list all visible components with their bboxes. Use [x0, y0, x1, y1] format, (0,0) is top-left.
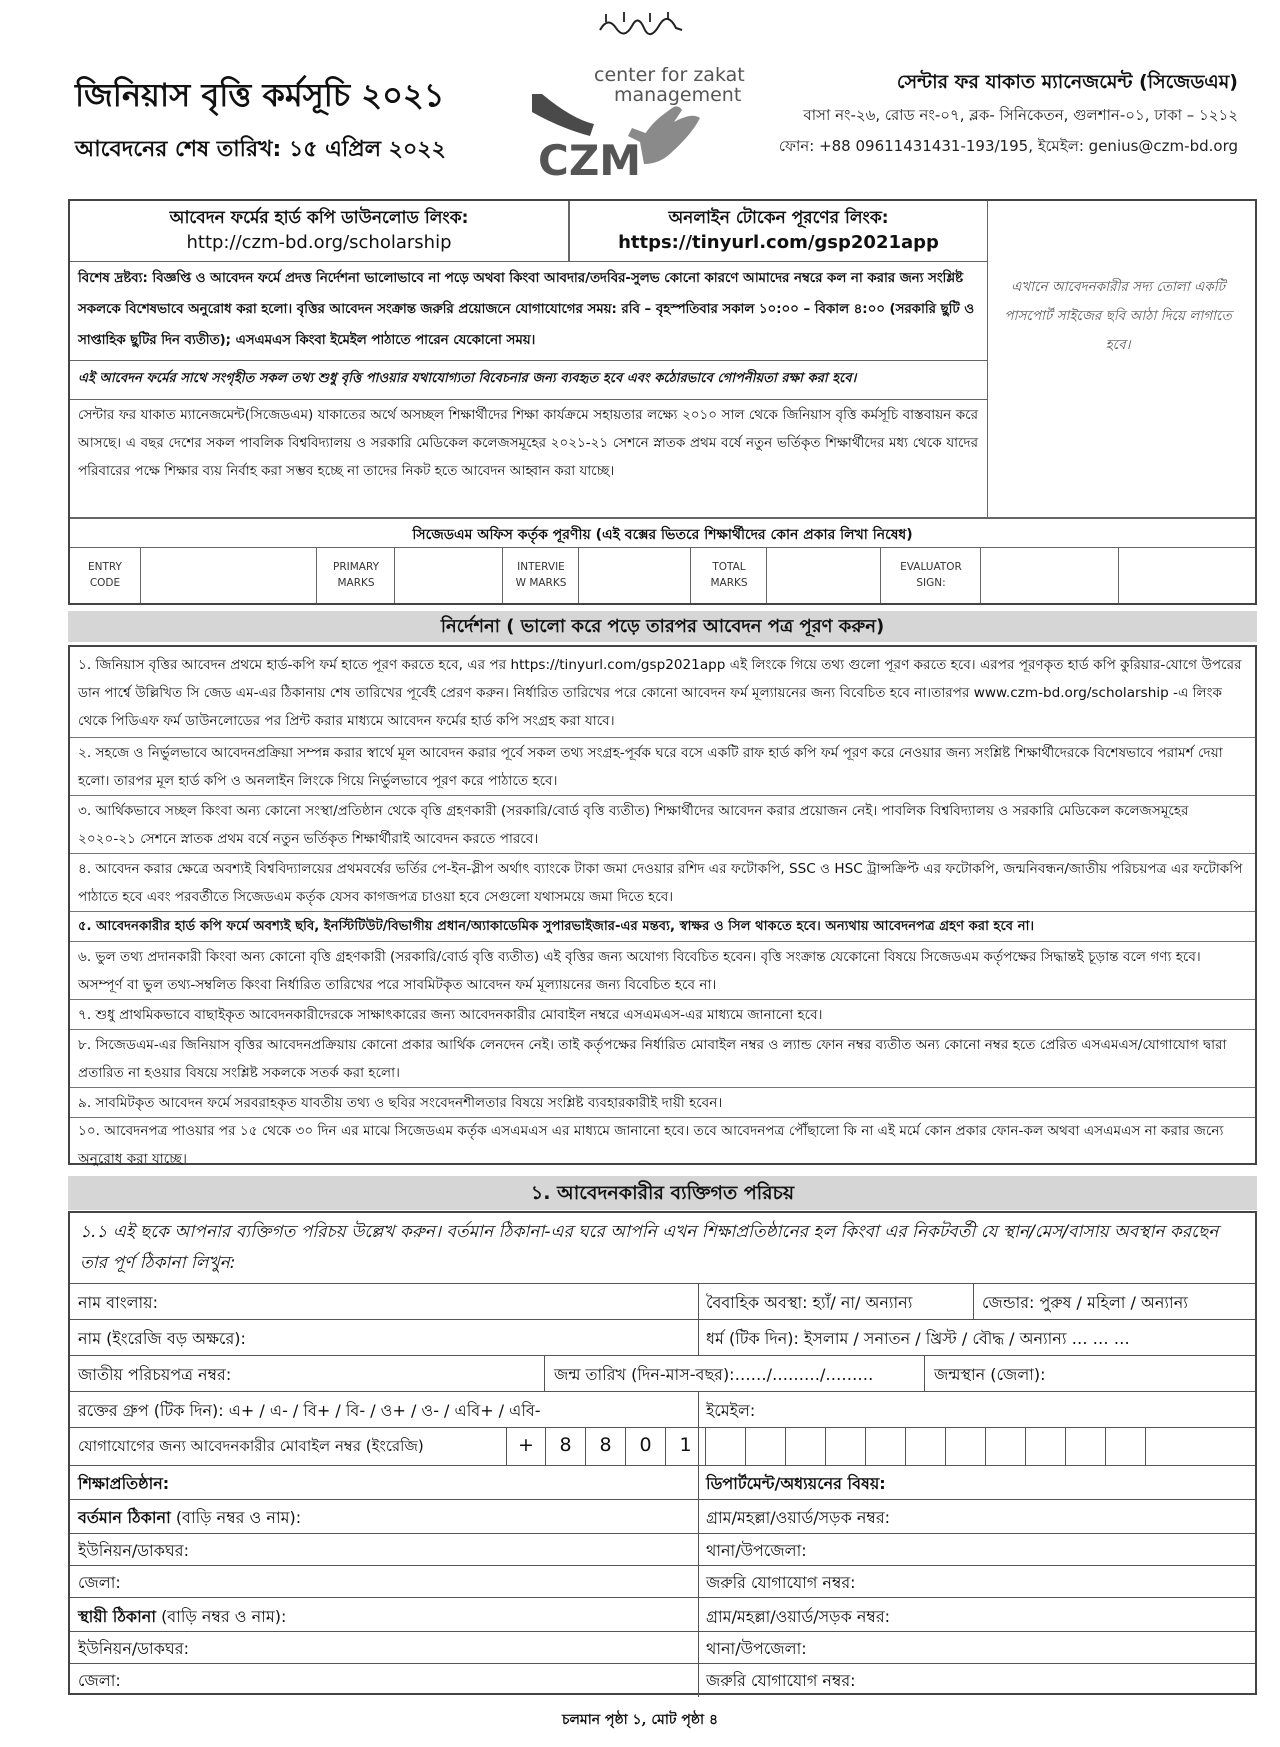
instruction-item: ৮. সিজেডএম-এর জিনিয়াস বৃত্তির আবেদনপ্রক্রিয়ায় কোনো প্রকার আর্থিক লেনদেন নেই। তাই কর্তৃপক্ষের নির্ধারিত মোবাইল নম্বর ও ল্যান্ড ফোন নম্বর ব্যতীত অন্য কোনো নম্বর হতে প্রেরিত এসএমএস/যোগাযোগ দ্বারা প্রতারিত না হওয়ার বিষয়ে সংশ্লিষ্ট সকলকে সতর্ক করা হলো।	[78, 1037, 1227, 1081]
czm-logo	[532, 64, 745, 190]
hardcopy-link-label: আবেদন ফর্মের হার্ড কপি ডাউনলোড লিংক:	[169, 208, 469, 228]
deadline-text: আবেদনের শেষ তারিখ: ১৫ এপ্রিল ২০২২	[75, 137, 446, 162]
nid-label: জাতীয় পরিচয়পত্র নম্বর:	[78, 1365, 232, 1384]
org-name: সেন্টার ফর যাকাত ম্যানেজমেন্ট (সিজেডএম)	[896, 71, 1238, 93]
mobile-digit-empty[interactable]	[786, 1428, 826, 1465]
emergency-contact-label: জরুরি যোগাযোগ নম্বর:	[706, 1573, 856, 1592]
instruction-item: ২. সহজে ও নির্ভুলভাবে আবেদনপ্রক্রিয়া সম্পন্ন করার স্বার্থে মূল আবেদন করার পূর্বে সকল তথ্য সংগ্রহ-পূর্বক ঘরে বসে একটি রাফ হার্ড কপি ফর্ম পূরণ করে নেওয়ার জন্য সংশ্লিষ্ট শিক্ষার্থীদেরকে বিশেষভাবে পরামর্শ দেয়া হলো। তারপর মূল হার্ড কপি ও অনলাইন লিংকে গিয়ে নির্ভুলভাবে পূরণ করে পাঠাতে হবে।	[78, 745, 1223, 789]
hardcopy-link[interactable]: http://czm-bd.org/scholarship	[186, 232, 452, 253]
photo-placeholder: এখানে আবেদনকারীর সদ্য তোলা একটি পাসপোর্ট সাইজের ছবি আঠা দিয়ে লাগাতে হবে।	[1004, 279, 1232, 353]
online-link-label: অনলাইন টোকেন পূরণের লিংক:	[668, 208, 889, 228]
mobile-digit[interactable]: +	[506, 1428, 546, 1465]
mobile-digit-empty[interactable]	[746, 1428, 786, 1465]
org-contact: ফোন: +88 09611431431-193/195, ইমেইল: genius@czm-bd.org	[778, 137, 1238, 155]
instruction-item: ৪. আবেদন করার ক্ষেত্রে অবশ্যই বিশ্ববিদ্যালয়ের প্রথমবর্ষের ভর্তির পে-ইন-স্লীপ অর্থাৎ ব্যাংকে টাকা জমা দেওয়ার রশিদ এর ফটোকপি, SSC ও HSC ট্রান্সক্রিপ্ট এর ফটোকপি, জন্মনিবন্ধন/জাতীয় পরিচয়পত্র এর ফটোকপি পাঠাতে হবে এবং পরবর্তীতে সিজেডএম কর্তৃক যেসব কাগজপত্র চাওয়া হবে সেগুলো যথাসময়ে জমা দিতে হবে।	[78, 861, 1243, 905]
blood-group-label: রক্তের গ্রুপ (টিক দিন): এ+ / এ- / বি+ / বি- / ও+ / ও- / এবি+ / এবি-	[78, 1401, 541, 1420]
instructions-title: নির্দেশনা ( ভালো করে পড়ে তারপর আবেদন পত্র পূরণ করুন)	[68, 611, 1257, 642]
mobile-digit[interactable]: 0	[626, 1428, 666, 1465]
logo-abbr: CZM	[538, 136, 642, 185]
page-footer: চলমান পৃষ্ঠা ১, মোট পৃষ্ঠা ৪	[561, 1712, 719, 1728]
name-english-label: নাম (ইংরেজি বড় অক্ষরে):	[78, 1329, 246, 1348]
info-box	[68, 199, 1257, 605]
intro-paragraph: সেন্টার ফর যাকাত ম্যানেজমেন্ট(সিজেডএম) যাকাতের অর্থে অসচ্ছল শিক্ষার্থীদের শিক্ষা কার্যক্রমে সহায়তার লক্ষ্যে ২০১০ সাল থেকে জিনিয়াস বৃত্তি কর্মসূচি বাস্তবায়ন করে আসছে। এ বছর দেশের সকল পাবলিক বিশ্ববিদ্যালয় ও সরকারি মেডিকেল কলেজসমূহের ২০২১-২১ সেশনে স্নাতক প্রথম বর্ষে নতুন ভর্তিকৃত শিক্ষার্থীদের মধ্য থেকে যাদের পরিবারের পক্ষে শিক্ষার ব্যয় নির্বাহ করা সম্ভব হচ্ছে না তাদের নিকট হতে আবেদন আহ্বান করা যাচ্ছে।	[78, 407, 978, 479]
present-district-label: জেলা:	[78, 1573, 121, 1592]
personal-info-table	[68, 1211, 1257, 1695]
instruction-item: ৬. ভুল তথ্য প্রদানকারী কিংবা অন্য কোনো বৃত্তি গ্রহণকারী (সরকারি/বোর্ড বৃত্তি ব্যতীত) এই বৃত্তির জন্য অযোগ্য বিবেচিত হবেন। বৃত্তি সংক্রান্ত যেকোনো বিষয়ে সিজেডএম কর্তৃপক্ষের সিদ্ধান্তই চূড়ান্ত বলে গণ্য হবে। অসম্পূর্ণ বা ভুল তথ্য-সম্বলিত কিংবা নির্ধারিত তারিখের পরে সাবমিটকৃত আবেদন ফর্ম মূল্যায়নের জন্য বিবেচিত হবে না।	[78, 949, 1201, 993]
permanent-village-label: গ্রাম/মহল্লা/ওয়ার্ড/সড়ক নম্বর:	[706, 1607, 891, 1626]
permanent-district-label: জেলা:	[78, 1671, 121, 1690]
entry-code-label: ENTRY CODE	[88, 561, 122, 589]
mobile-digit-empty[interactable]	[706, 1428, 746, 1465]
instruction-item: ৫. আবেদনকারীর হার্ড কপি ফর্মে অবশ্যই ছবি, ইনস্টিটিউট/বিভাগীয় প্রধান/অ্যাকাডেমিক সুপারভাইজার-এর মন্তব্য, স্বাক্ষর ও সিল থাকতে হবে। অন্যথায় আবেদনপত্র গ্রহণ করা হবে না।	[78, 919, 1035, 934]
permanent-union-label: ইউনিয়ন/ডাকঘর:	[78, 1639, 189, 1658]
mobile-digit-empty[interactable]	[1066, 1428, 1106, 1465]
institution-label: শিক্ষাপ্রতিষ্ঠান:	[78, 1474, 170, 1493]
mobile-digit-empty[interactable]	[1106, 1428, 1146, 1465]
online-link[interactable]: https://tinyurl.com/gsp2021app	[618, 232, 939, 253]
page-title: জিনিয়াস বৃত্তি কর্মসূচি ২০২১	[75, 76, 445, 114]
name-bangla-label: নাম বাংলায়:	[78, 1293, 158, 1312]
logo-line2: management	[614, 84, 742, 106]
permanent-thana-label: থানা/উপজেলা:	[706, 1639, 807, 1658]
mobile-digit-empty[interactable]	[986, 1428, 1026, 1465]
instruction-item: ১০. আবেদনপত্র পাওয়ার পর ১৫ থেকে ৩০ দিন এর মাঝে সিজেডএম কর্তৃক এসএমএস এর মাধ্যমে জানানো হবে। তবে আবেদনপত্র পৌঁছালো কি না এই মর্মে কোন প্রকার ফোন-কল অথবা এসএমএস না করার জন্যে অনুরোধ করা যাচ্ছে।	[78, 1123, 1224, 1167]
department-label: ডিপার্টমেন্ট/অধ্যয়নের বিষয়:	[706, 1474, 886, 1493]
logo-line1: center for zakat	[594, 64, 745, 86]
marital-status-label: বৈবাহিক অবস্থা: হ্যাঁ/ না/ অন্যান্য	[706, 1293, 913, 1312]
instruction-item: ৩. আর্থিকভাবে সচ্ছল কিংবা অন্য কোনো সংস্থা/প্রতিষ্ঠান থেকে বৃত্তি গ্রহণকারী (সরকারি/বোর্ড বৃত্তি ব্যতীত) শিক্ষার্থীদের আবেদন করার প্রয়োজন নেই। পাবলিক বিশ্ববিদ্যালয় ও সরকারি মেডিকেল কলেজসমূহের ২০২০-২১ সেশনে স্নাতক প্রথম বর্ষে নতুন ভর্তিকৃত শিক্ষার্থীরাই আবেদন করতে পারবে।	[78, 803, 1189, 847]
mobile-digit-empty[interactable]	[1026, 1428, 1066, 1465]
mobile-digit-empty[interactable]	[946, 1428, 986, 1465]
mobile-digit-empty[interactable]	[866, 1428, 906, 1465]
instruction-item: ৯. সাবমিটকৃত আবেদন ফর্মে সরবরাহকৃত যাবতীয় তথ্য ও ছবির সংবেদনশীলতার বিষয়ে সংশ্লিষ্ট ব্যবহারকারীই দায়ী হবেন।	[78, 1095, 723, 1111]
office-use-header: সিজেডএম অফিস কর্তৃক পূরণীয় (এই বক্সের ভিতরে শিক্ষার্থীদের কোন প্রকার লিখা নিষেধ)	[412, 527, 913, 543]
personal-section-title: ১. আবেদনকারীর ব্যক্তিগত পরিচয়	[68, 1176, 1257, 1210]
instructions-box	[68, 645, 1257, 1165]
present-thana-label: থানা/উপজেলা:	[706, 1541, 807, 1560]
total-marks-label: TOTAL MARKS	[710, 561, 748, 589]
privacy-notice: এই আবেদন ফর্মের সাথে সংগৃহীত সকল তথ্য শুধু বৃত্তি পাওয়ার যথাযোগ্যতা বিবেচনার জন্য ব্যবহৃত হবে এবং কঠোরভাবে গোপনীয়তা রক্ষা করা হবে।	[78, 371, 857, 386]
permanent-emergency-label: জরুরি যোগাযোগ নম্বর:	[706, 1671, 856, 1690]
personal-note: ১.১ এই ছকে আপনার ব্যক্তিগত পরিচয় উল্লেখ করুন। বর্তমান ঠিকানা-এর ঘরে আপনি এখন শিক্ষাপ্রতিষ্ঠানের হল কিংবা এর নিকটবর্তী যে স্থান/মেস/বাসায় অবস্থান করছেন তার পূর্ণ ঠিকানা লিখুন:	[80, 1222, 1219, 1273]
instruction-item: ১. জিনিয়াস বৃত্তির আবেদন প্রথমে হার্ড-কপি ফর্ম হাতে পূরণ করতে হবে, এর পর https://tinyurl.com/gsp2021app এই লিংকে গিয়ে তথ্য গুলো পূরণ করতে হবে। এরপর পূরণকৃত হার্ড কপি কুরিয়ার-যোগে উপরের ডান পার্শ্বে উল্লিখিত সি জেড এম-এর ঠিকানায় শেষ তারিখের পূর্বেই প্রেরণ করুন। নির্ধারিত তারিখের পরে কোনো আবেদন ফর্ম মূল্যায়নের জন্য বিবেচিত হবে না।তারপর www.czm-bd.org/scholarship -এ লিংক থেকে পিডিএফ ফর্ম ডাউনলোডের পর প্রিন্ট করার মাধ্যমে আবেদন ফর্মের হার্ড কপি সংগ্রহ করা যাবে।	[78, 657, 1242, 729]
present-union-label: ইউনিয়ন/ডাকঘর:	[78, 1541, 189, 1560]
mobile-digit[interactable]: 8	[586, 1428, 626, 1465]
birthplace-label: জন্মস্থান (জেলা):	[934, 1365, 1046, 1384]
dob-label: জন্ম তারিখ (দিন-মাস-বছর):……/………/………	[554, 1365, 874, 1384]
permanent-address-label: স্থায়ী ঠিকানা (বাড়ি নম্বর ও নাম):	[78, 1607, 287, 1626]
primary-marks-label: PRIMARY MARKS	[332, 561, 379, 589]
special-notice: বিশেষ দ্রষ্টব্য: বিজ্ঞপ্তি ও আবেদন ফর্মে প্রদত্ত নির্দেশনা ভালোভাবে না পড়ে অথবা কিংবা আবদার/তদবির-সুলভ কোনো কারণে আমাদের নম্বরে কল না করার জন্য সংশ্লিষ্ট সকলকে বিশেষভাবে অনুরোধ করা হলো। বৃত্তির আবেদন সংক্রান্ত জরুরি প্রয়োজনে যোগাযোগের সময়: রবি – বৃহস্পতিবার সকাল ১০:০০ – বিকাল ৪:০০ (সরকারি ছুটি ও সাপ্তাহিক ছুটির দিন ব্যতীত); এসএমএস কিংবা ইমেইল পাঠাতে পারেন যেকোনো সময়।	[78, 271, 975, 348]
religion-label: ধর্ম (টিক দিন): ইসলাম / সনাতন / খ্রিস্ট / বৌদ্ধ / অন্যান্য … … …	[706, 1329, 1130, 1348]
evaluator-sign-label: EVALUATOR SIGN:	[900, 561, 962, 589]
mobile-label: যোগাযোগের জন্য আবেদনকারীর মোবাইল নম্বর (ইংরেজি)	[78, 1437, 424, 1455]
mobile-digit-empty[interactable]	[906, 1428, 946, 1465]
interview-marks-label: INTERVIE W MARKS	[515, 561, 567, 589]
instruction-item: ৭. শুধু প্রাথমিকভাবে বাছাইকৃত আবেদনকারীদেরকে সাক্ষাৎকারের জন্য আবেদনকারীর মোবাইল নম্বরে এসএমএস-এর মাধ্যমে জানানো হবে।	[78, 1007, 823, 1023]
email-label: ইমেইল:	[706, 1401, 756, 1420]
mobile-digit[interactable]: 8	[546, 1428, 586, 1465]
present-address-label: বর্তমান ঠিকানা (বাড়ি নম্বর ও নাম):	[78, 1508, 302, 1527]
org-address: বাসা নং-২৬, রোড নং-০৭, ব্লক- সিনিকেতন, গুলশান-০১, ঢাকা – ১২১২	[803, 106, 1238, 124]
mobile-digit[interactable]: 1	[666, 1428, 706, 1465]
mobile-digit-empty[interactable]	[826, 1428, 866, 1465]
gender-label: জেন্ডার: পুরুষ / মহিলা / অন্যান্য	[982, 1293, 1188, 1312]
present-village-label: গ্রাম/মহল্লা/ওয়ার্ড/সড়ক নম্বর:	[706, 1508, 891, 1527]
bismillah-calligraphy	[598, 8, 684, 36]
